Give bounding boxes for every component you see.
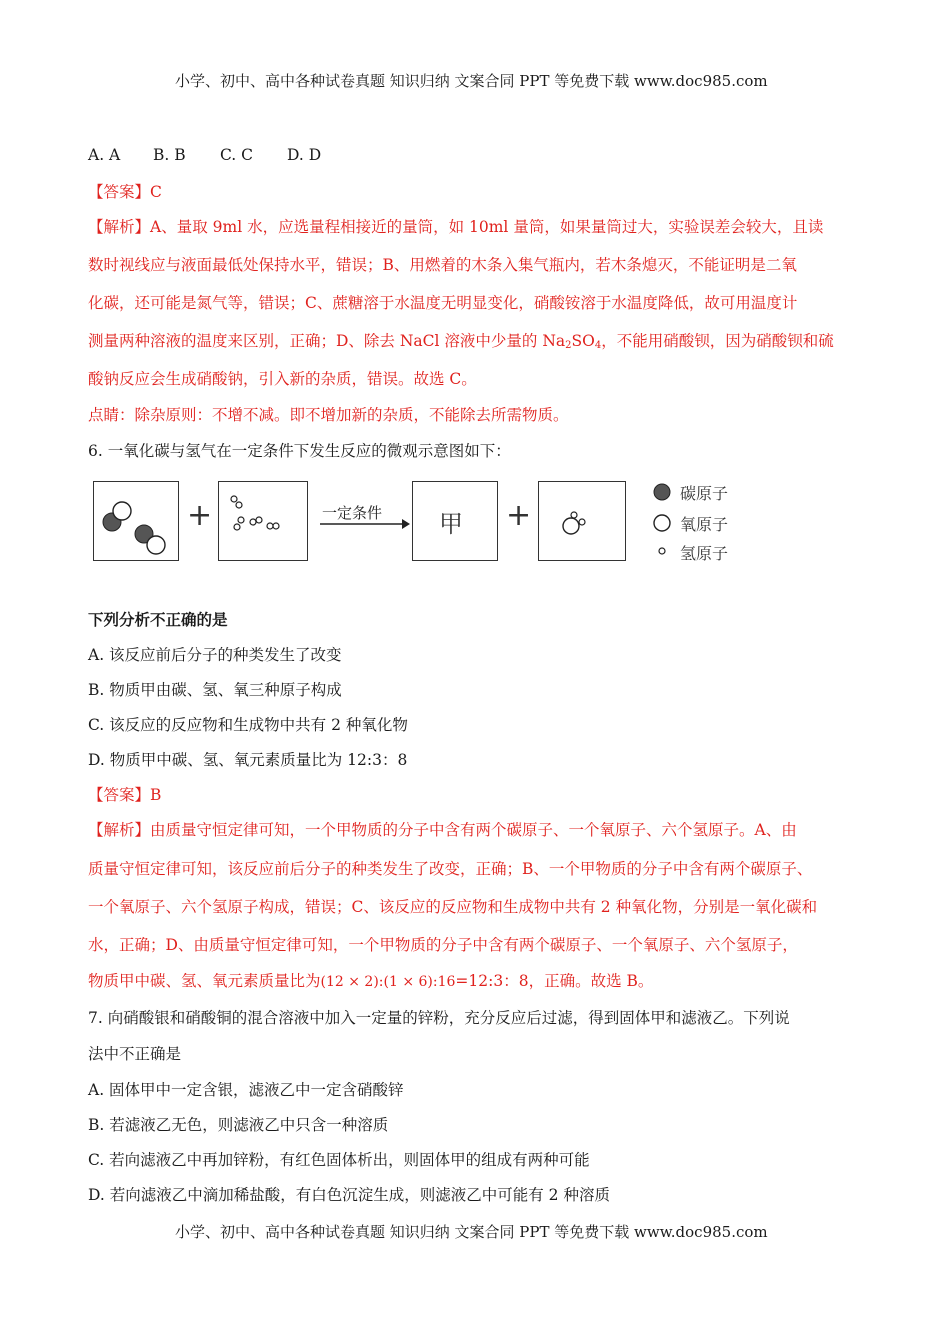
analysis-tag: 【解析】 [88,218,151,236]
arrow-icon [318,518,410,532]
page-footer: 小学、初中、高中各种试卷真题 知识归纳 文案合同 PPT 等免费下载 www.doc985.com [175,1223,768,1241]
product-jia-label: 甲 [439,510,463,538]
q7-option-b: B. 若滤液乙无色，则滤液乙中只含一种溶质 [88,1116,389,1134]
plus-sign-2: + [506,498,532,533]
subscript: 4 [594,340,602,351]
q7-option-c: C. 若向滤液乙中再加锌粉，有红色固体析出，则固体甲的组成有两种可能 [88,1151,590,1169]
arrow-label: 一定条件 [322,504,383,522]
analysis-text: 物质甲中碳、氢、氧元素质量比为 [88,972,321,990]
legend-icons [650,480,674,558]
reactant-co-box [93,481,179,561]
analysis-text: =12:3：8，正确。故选 B。 [455,972,654,990]
legend-carbon: 碳原子 [680,484,729,503]
product-h2o-box [538,481,626,561]
q6-stem: 6. 一氧化碳与氢气在一定条件下发生反应的微观示意图如下： [88,442,511,460]
q6-analysis-line-1 [88,820,797,840]
q7-option-a: A. 固体甲中一定含银，滤液乙中一定含硝酸锌 [88,1081,404,1099]
q5-note: 点睛：除杂原则：不增不减。即不增加新的杂质，不能除去所需物质。 [88,406,569,424]
q6-analysis-line-4: 水，正确；D、由质量守恒定律可知，一个甲物质的分子中含有两个碳原子、一个氧原子、六个氢原子， [88,936,798,954]
legend-hydrogen: 氢原子 [680,544,729,563]
q7-option-d: D. 若向滤液乙中滴加稀盐酸，有白色沉淀生成，则滤液乙中可能有 2 种溶质 [88,1186,610,1204]
q5-analysis-line-5: 酸钠反应会生成硝酸钠，引入新的杂质，错误。故选 C。 [88,370,477,388]
q6-option-a: A. 该反应前后分子的种类发生了改变 [88,646,342,664]
q5-analysis-line-2: 数时视线应与液面最低处保持水平，错误；B、用燃着的木条入集气瓶内，若木条熄灭，不能证明是二氧 [88,256,797,274]
q5-analysis-line-1 [88,217,823,237]
q5-option-d: D. D [287,146,322,164]
q7-stem-line-1: 7. 向硝酸银和硝酸铜的混合溶液中加入一定量的锌粉，充分反应后过滤，得到固体甲和滤液乙。下列说 [88,1009,790,1027]
q6-question: 下列分析不正确的是 [88,611,228,629]
analysis-text: 由质量守恒定律可知，一个甲物质的分子中含有两个碳原子、一个氧原子、六个氢原子。A、由 [150,821,797,839]
analysis-text: ，不能用硝酸钡，因为硝酸钡和硫 [601,332,834,350]
q6-analysis-line-2: 质量守恒定律可知，该反应前后分子的种类发生了改变，正确；B、一个甲物质的分子中含有两个碳原子、 [88,860,813,878]
h2o-molecule [539,482,625,560]
q5-option-b: B. B [153,146,186,164]
product-jia-box [412,481,498,561]
page-header: 小学、初中、高中各种试卷真题 知识归纳 文案合同 PPT 等免费下载 www.doc985.com [175,72,768,90]
q6-option-c: C. 该反应的反应物和生成物中共有 2 种氧化物 [88,716,408,734]
answer-tag: 【答案】 [88,786,151,804]
q6-option-b: B. 物质甲由碳、氢、氧三种原子构成 [88,681,342,699]
formula-part: SO [571,332,595,350]
q6-option-d: D. 物质甲中碳、氢、氧元素质量比为 12:3：8 [88,751,408,769]
analysis-text: A、量取 9ml 水，应选量程相接近的量筒，如 10ml 量筒，如果量筒过大，实验误差会较大，且读 [150,218,824,236]
q6-answer [88,785,161,805]
analysis-tag: 【解析】 [88,821,151,839]
q5-answer [88,182,162,202]
legend-oxygen: 氧原子 [680,515,729,534]
q5-analysis-line-4 [88,331,834,356]
co-molecules [94,482,178,560]
q6-analysis-line-3: 一个氧原子、六个氢原子构成，错误；C、该反应的反应物和生成物中共有 2 种氧化物，分别是一氧化碳和 [88,898,818,916]
q5-analysis-line-3: 化碳，还可能是氮气等，错误；C、蔗糖溶于水温度无明显变化，硝酸铵溶于水温度降低，故可用温度计 [88,294,798,312]
plus-sign-1: + [187,498,213,533]
reactant-h2-box [218,481,308,561]
mass-ratio-formula: (12 × 2):(1 × 6):16 [320,974,456,990]
q6-analysis-line-5 [88,971,653,992]
subscript: 2 [565,340,572,351]
h2-molecules [219,482,307,560]
analysis-text: 测量两种溶液的温度来区别，正确；D、除去 NaCl 溶液中少量的 Na [88,332,566,350]
answer-value: B [150,786,162,804]
reaction-diagram [90,478,770,578]
answer-tag: 【答案】 [88,183,151,201]
answer-value: C [150,183,162,201]
q5-option-c: C. C [220,146,254,164]
q5-option-a: A. A [88,146,121,164]
q7-stem-line-2: 法中不正确是 [88,1045,182,1063]
